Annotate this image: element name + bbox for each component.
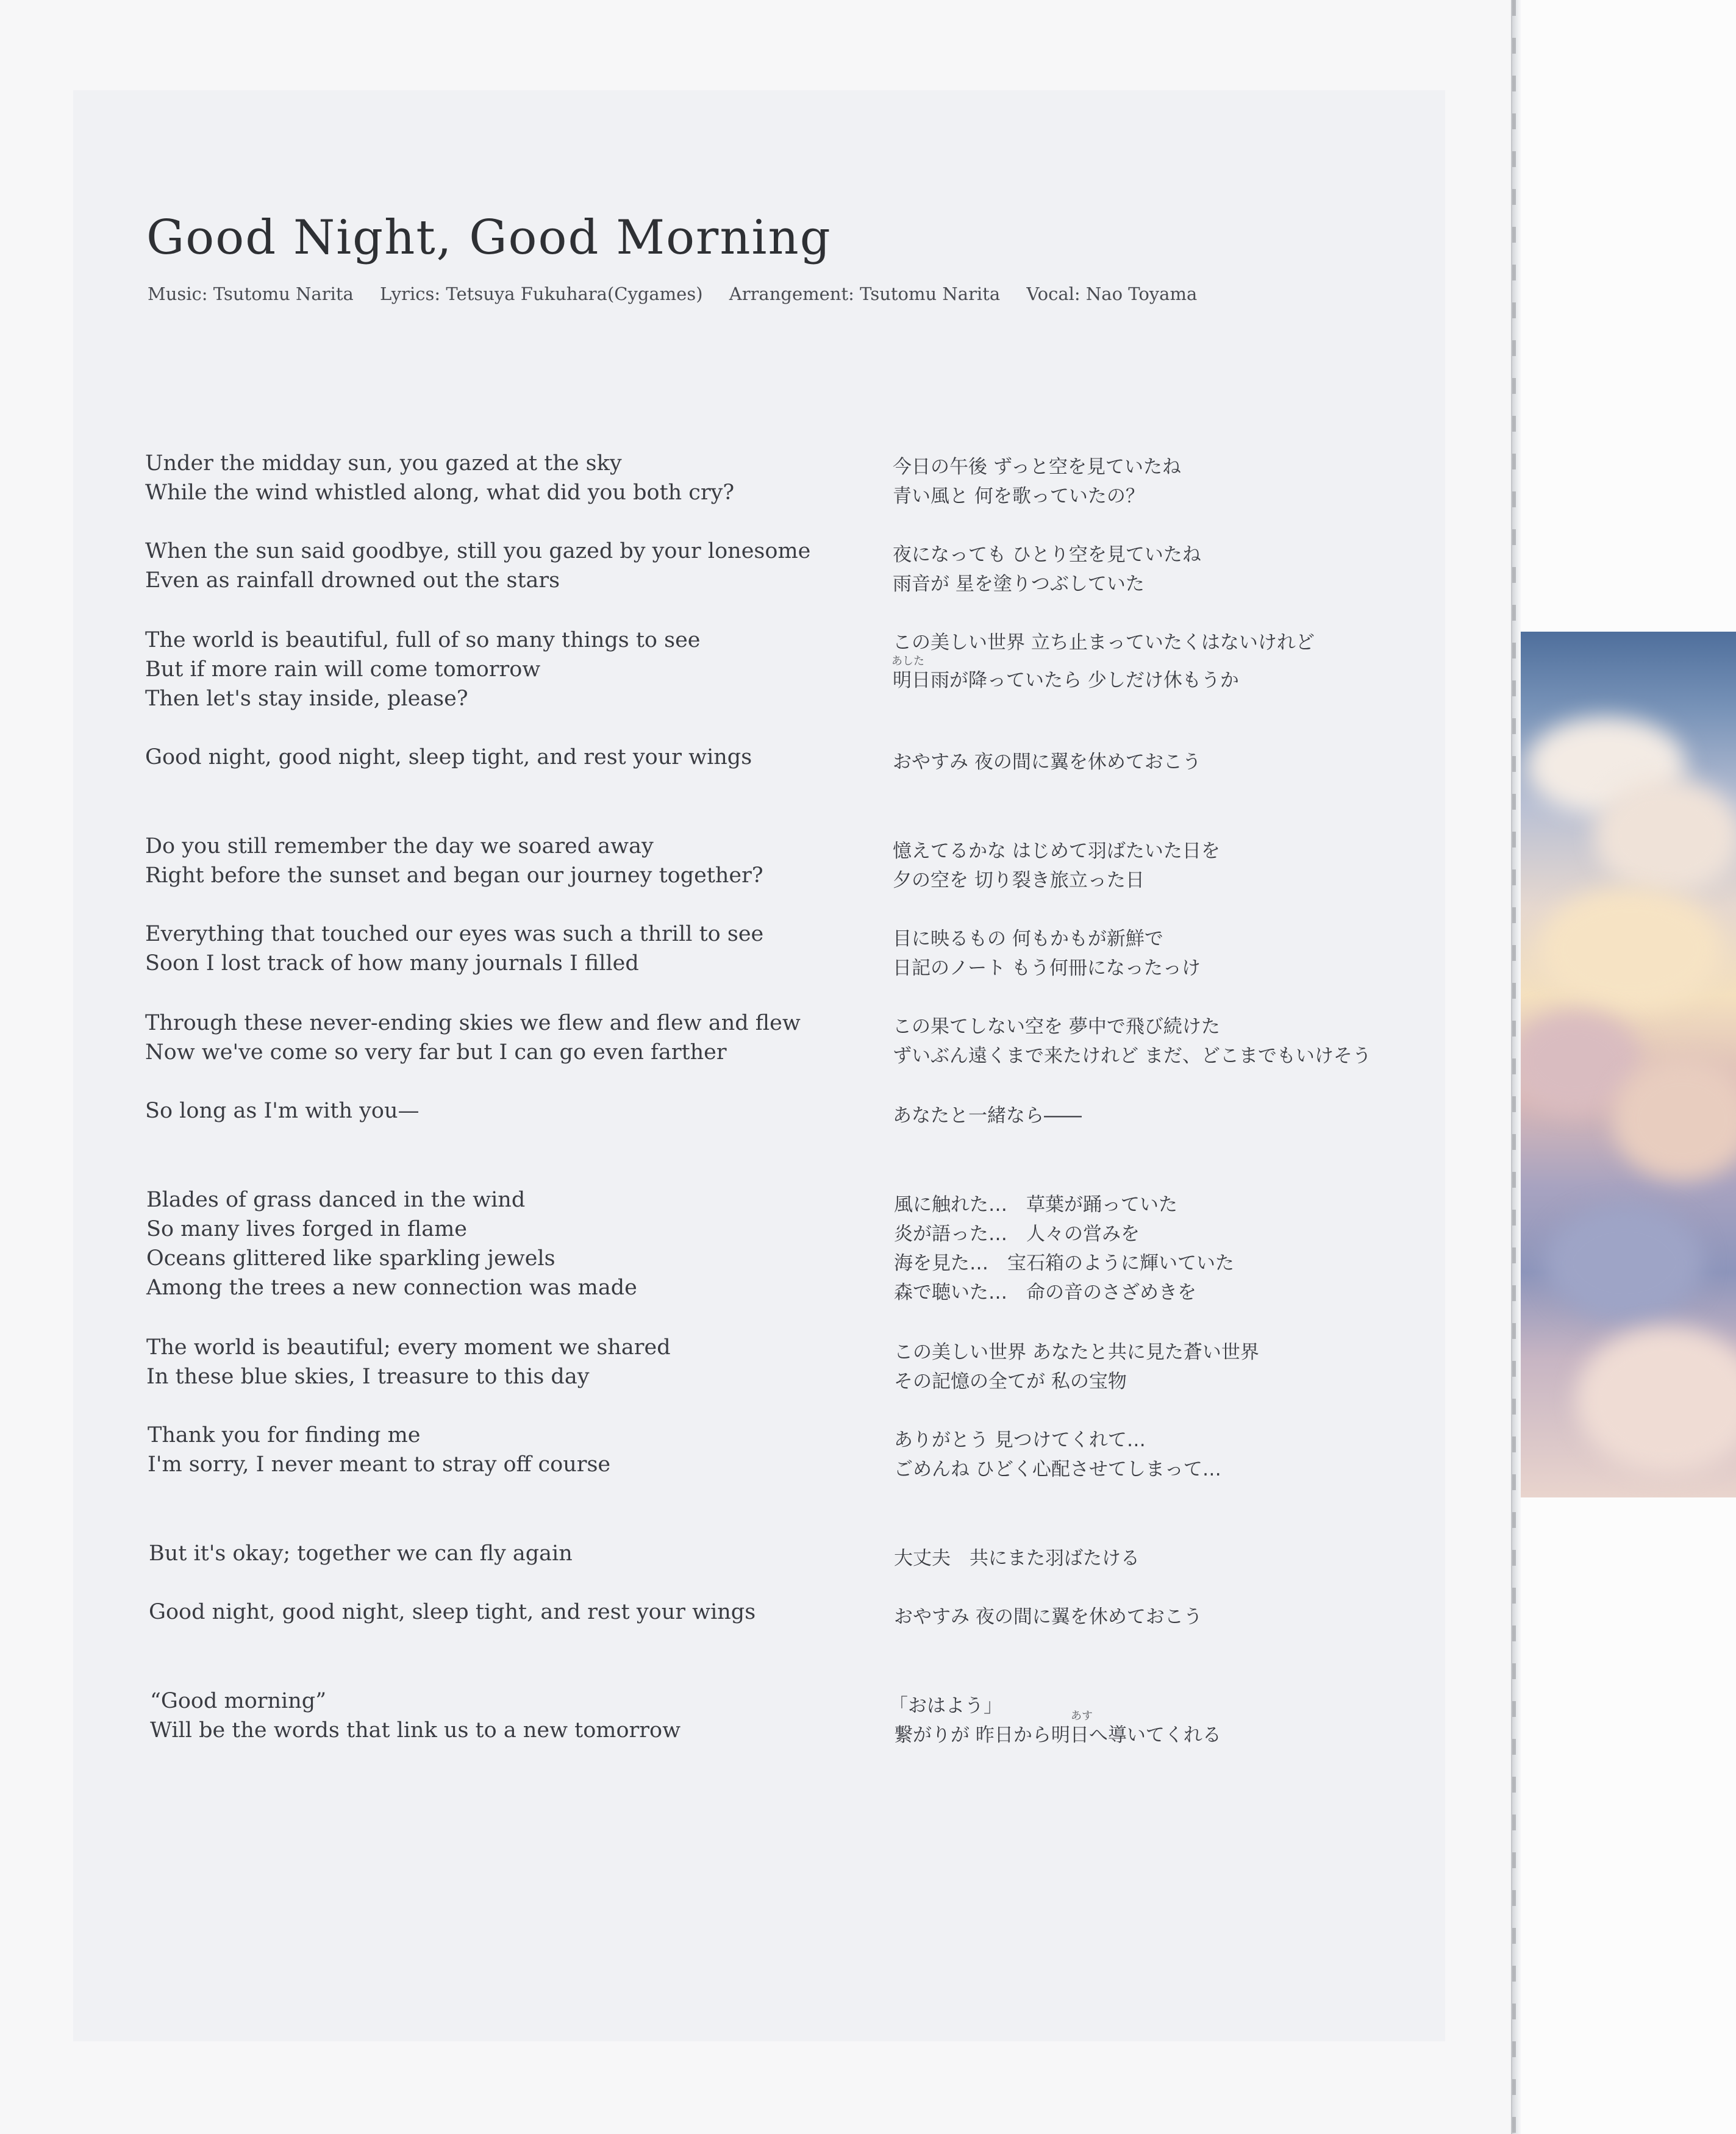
english-lyric-line: The world is beautiful; every moment we shared [146,1335,671,1360]
japanese-lyric-line: おやすみ 夜の間に翼を休めておこう [894,1606,1202,1628]
english-lyric-line: “Good morning” [150,1689,327,1713]
english-lyric-line: Blades of grass danced in the wind [146,1188,526,1212]
english-lyric-line: Now we've come so very far but I can go even farther [145,1040,727,1065]
japanese-lyric-line: おやすみ 夜の間に翼を休めておこう [893,751,1201,773]
japanese-lyric-line: 憶えてるかな はじめて羽ばたいた日を [893,840,1220,862]
english-lyric-line: Everything that touched our eyes was such a thrill to see [145,922,764,946]
english-lyric-line: Under the midday sun, you gazed at the sky [145,451,622,476]
japanese-lyric-line: ずいぶん遠くまで来たけれど まだ、どこまでもいけそう [893,1045,1371,1067]
english-lyric-line: So long as I'm with you— [145,1099,420,1123]
english-lyric-line: Will be the words that link us to a new tomorrow [150,1718,681,1743]
song-title: Good Night, Good Morning [146,210,832,265]
english-lyric-line: When the sun said goodbye, still you gazed by your lonesome [145,539,811,563]
japanese-lyric-line: この美しい世界 立ち止まっていたくはないけれど [893,632,1315,654]
furigana-asu: あす [1071,1710,1093,1722]
japanese-lyric-line: ごめんね ひどく心配させてしまって… [894,1458,1221,1480]
japanese-lyric-line: 明日雨が降っていたら 少しだけ休もうか [893,669,1239,691]
cloud-shape [1576,1327,1736,1473]
japanese-lyric-line: その記憶の全てが 私の宝物 [894,1371,1127,1393]
english-lyric-line: While the wind whistled along, what did you both cry? [145,480,735,505]
cloud-shape [1594,778,1736,894]
japanese-lyric-line: 大丈夫 共にまた羽ばたける [894,1547,1140,1569]
japanese-lyric-line: 風に触れた… 草葉が踊っていた [894,1194,1177,1216]
english-lyric-line: Even as rainfall drowned out the stars [145,568,560,593]
credit-vocal: Vocal: Nao Toyama [1026,284,1198,304]
english-lyric-line: Thank you for finding me [148,1423,421,1447]
credit-arrangement: Arrangement: Tsutomu Narita [729,284,1001,304]
japanese-lyric-line: 「おはよう」 [889,1695,1002,1717]
japanese-lyric-line: 雨音が 星を塗りつぶしていた [893,573,1145,595]
japanese-lyric-line: この美しい世界 あなたと共に見た蒼い世界 [894,1341,1259,1363]
english-lyric-line: The world is beautiful, full of so many things to see [145,628,701,652]
japanese-lyric-line: 夕の空を 切り裂き旅立った日 [893,869,1145,891]
sky-cloud-image [1521,632,1736,1497]
english-lyric-line: Right before the sunset and began our journey together? [145,863,763,888]
japanese-lyric-line: 夜になっても ひとり空を見ていたね [893,544,1201,566]
japanese-lyric-line: 日記のノート もう何冊になったっけ [893,957,1201,979]
japanese-lyric-line: 炎が語った… 人々の営みを [894,1223,1140,1245]
english-lyric-line: Good night, good night, sleep tight, and rest your wings [149,1600,756,1624]
cloud-shape [1539,888,1722,1010]
english-lyric-line: Oceans glittered like sparkling jewels [146,1246,555,1271]
japanese-lyric-line: 今日の午後 ずっと空を見ていたね [893,456,1181,478]
cloud-shape [1545,1205,1704,1321]
english-lyric-line: But if more rain will come tomorrow [145,657,541,682]
english-lyric-line: Then let's stay inside, please? [145,687,468,711]
japanese-lyric-line: 青い風と 何を歌っていたの？ [893,485,1145,507]
english-lyric-line: I'm sorry, I never meant to stray off course [148,1452,611,1477]
furigana-ashita: あした [891,655,924,668]
japanese-lyric-line: 繋がりが 昨日から明日へ導いてくれる [894,1724,1221,1746]
english-lyric-line: Do you still remember the day we soared away [145,834,654,858]
english-lyric-line: Among the trees a new connection was made [146,1276,637,1300]
japanese-lyric-line: 目に映るもの 何もかもが新鮮で [893,928,1163,950]
song-credits [148,284,1218,304]
english-lyric-line: So many lives forged in flame [146,1217,468,1241]
credit-lyrics: Lyrics: Tetsuya Fukuhara(Cygames) [380,284,703,304]
japanese-lyric-line: この果てしない空を 夢中で飛び続けた [893,1016,1220,1038]
english-lyric-line: Soon I lost track of how many journals I filled [145,951,639,976]
spine-stitching [1512,0,1516,2134]
japanese-lyric-line: ありがとう 見つけてくれて… [894,1429,1146,1451]
credit-music: Music: Tsutomu Narita [148,284,354,304]
japanese-lyric-line: 海を見た… 宝石箱のように輝いていた [894,1252,1234,1274]
english-lyric-line: Through these never-ending skies we flew and flew and flew [145,1011,801,1035]
english-lyric-line: In these blue skies, I treasure to this day [146,1365,590,1389]
japanese-lyric-line: あなたと一緒なら―― [893,1105,1082,1127]
english-lyric-line: But it's okay; together we can fly again [149,1541,573,1566]
japanese-lyric-line: 森で聴いた… 命の音のさざめきを [894,1282,1196,1304]
english-lyric-line: Good night, good night, sleep tight, and rest your wings [145,745,752,769]
